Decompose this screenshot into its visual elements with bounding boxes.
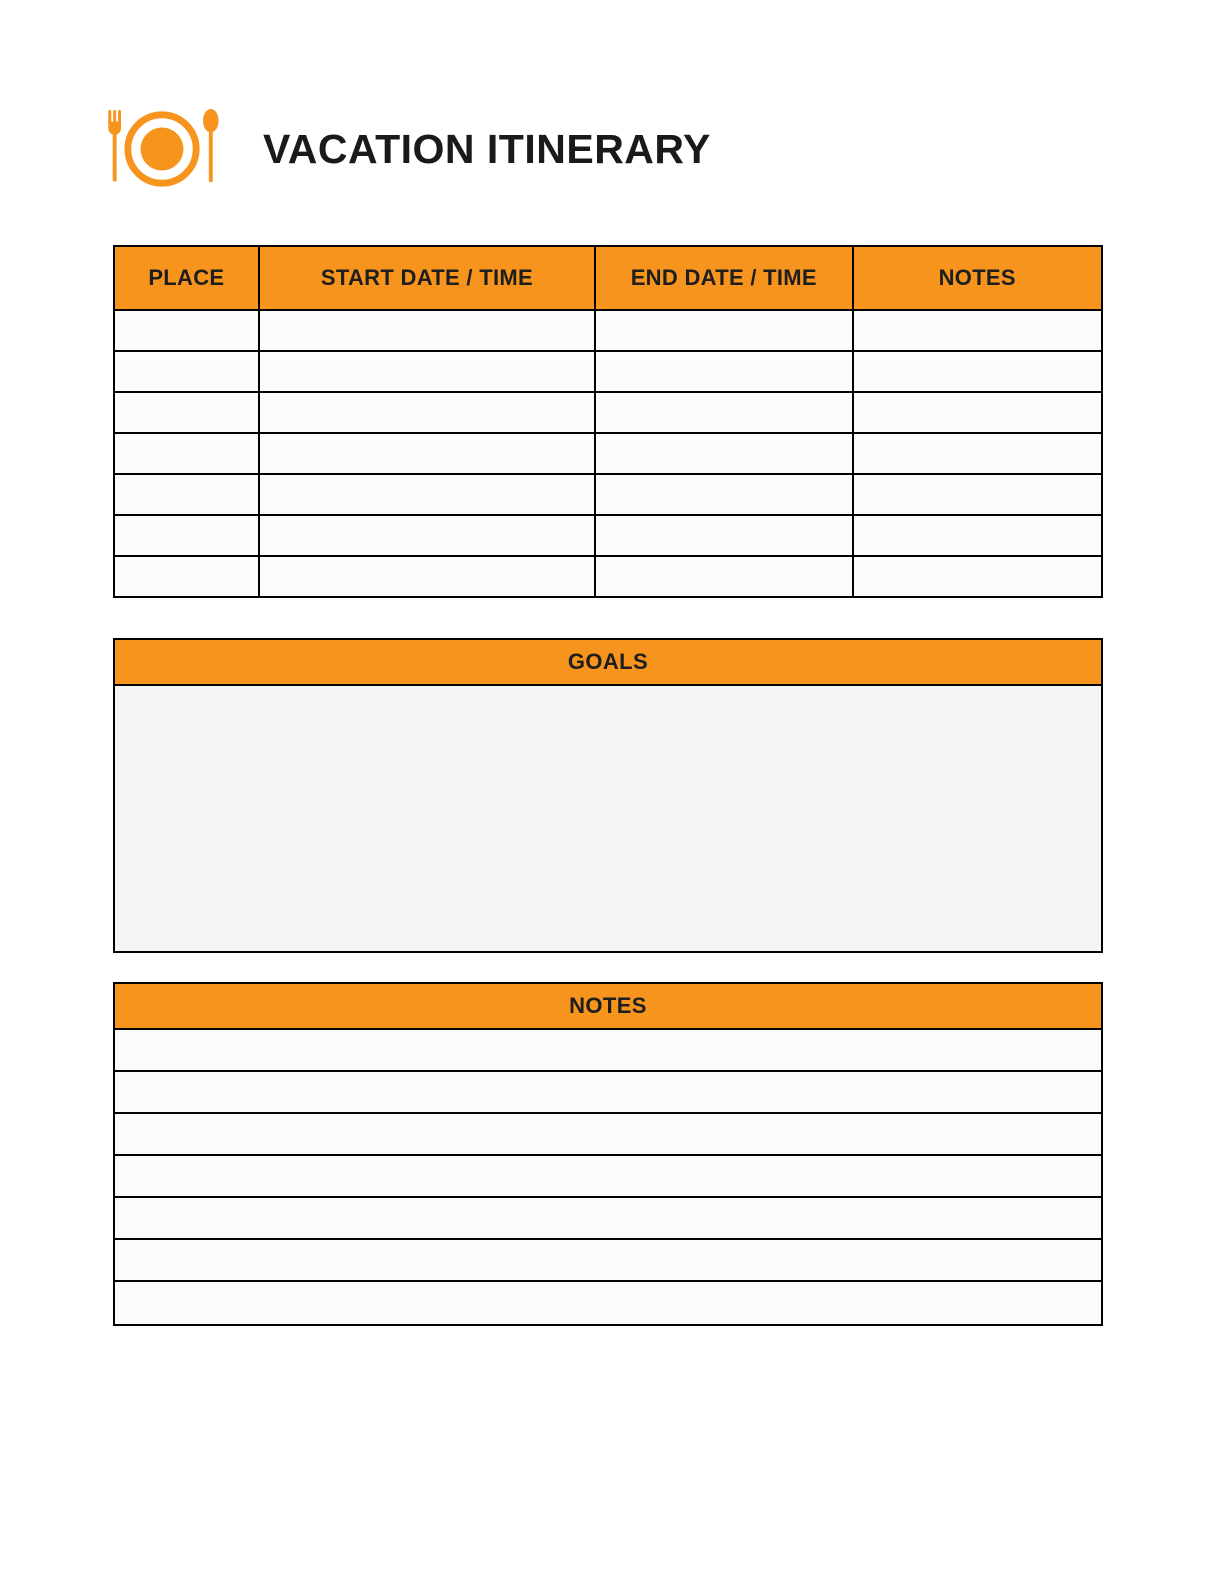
- table-cell[interactable]: [853, 351, 1103, 392]
- table-row: [114, 515, 1102, 556]
- table-cell[interactable]: [595, 556, 852, 597]
- goals-input-area[interactable]: [115, 686, 1101, 951]
- table-cell[interactable]: [595, 310, 852, 351]
- table-cell[interactable]: [595, 392, 852, 433]
- table-cell[interactable]: [259, 515, 595, 556]
- notes-line[interactable]: [115, 1030, 1101, 1072]
- table-cell[interactable]: [114, 433, 259, 474]
- table-cell[interactable]: [114, 310, 259, 351]
- table-cell[interactable]: [595, 351, 852, 392]
- column-header-end-date-time: END DATE / TIME: [595, 246, 852, 310]
- column-header-start-date-time: START DATE / TIME: [259, 246, 595, 310]
- table-cell[interactable]: [259, 433, 595, 474]
- table-cell[interactable]: [595, 474, 852, 515]
- notes-line[interactable]: [115, 1282, 1101, 1324]
- notes-lines-container: [115, 1030, 1101, 1324]
- notes-line[interactable]: [115, 1114, 1101, 1156]
- table-cell[interactable]: [114, 556, 259, 597]
- table-header-row: [114, 246, 1102, 310]
- table-row: [114, 433, 1102, 474]
- table-cell[interactable]: [259, 556, 595, 597]
- column-header-notes: NOTES: [853, 246, 1103, 310]
- table-cell[interactable]: [259, 474, 595, 515]
- page-header: [103, 108, 711, 190]
- table-cell[interactable]: [114, 515, 259, 556]
- table-cell[interactable]: [853, 392, 1103, 433]
- table-row: [114, 556, 1102, 597]
- table-cell[interactable]: [853, 474, 1103, 515]
- table-cell[interactable]: [853, 515, 1103, 556]
- table-cell[interactable]: [114, 351, 259, 392]
- table-cell[interactable]: [853, 556, 1103, 597]
- notes-header: [115, 984, 1101, 1030]
- table-row: [114, 310, 1102, 351]
- goals-section: [113, 638, 1103, 953]
- goals-title: GOALS: [567, 649, 649, 674]
- table-cell[interactable]: [259, 351, 595, 392]
- goals-header: [115, 640, 1101, 686]
- notes-line[interactable]: [115, 1198, 1101, 1240]
- page-title: VACATION ITINERARY: [263, 125, 711, 172]
- notes-line[interactable]: [115, 1156, 1101, 1198]
- table-cell[interactable]: [259, 392, 595, 433]
- table-cell[interactable]: [114, 474, 259, 515]
- itinerary-table: [113, 245, 1103, 598]
- table-cell[interactable]: [114, 392, 259, 433]
- table-row: [114, 392, 1102, 433]
- table-cell[interactable]: [259, 310, 595, 351]
- table-row: [114, 351, 1102, 392]
- table-cell[interactable]: [853, 433, 1103, 474]
- table-cell[interactable]: [595, 433, 852, 474]
- itinerary-table-container: [113, 245, 1103, 598]
- table-cell[interactable]: [853, 310, 1103, 351]
- notes-section: [113, 982, 1103, 1326]
- notes-line[interactable]: [115, 1072, 1101, 1114]
- notes-title: NOTES: [569, 993, 647, 1018]
- column-header-place: PLACE: [114, 246, 259, 310]
- table-cell[interactable]: [595, 515, 852, 556]
- table-row: [114, 474, 1102, 515]
- plate-fork-spoon-icon: [103, 108, 221, 190]
- notes-line[interactable]: [115, 1240, 1101, 1282]
